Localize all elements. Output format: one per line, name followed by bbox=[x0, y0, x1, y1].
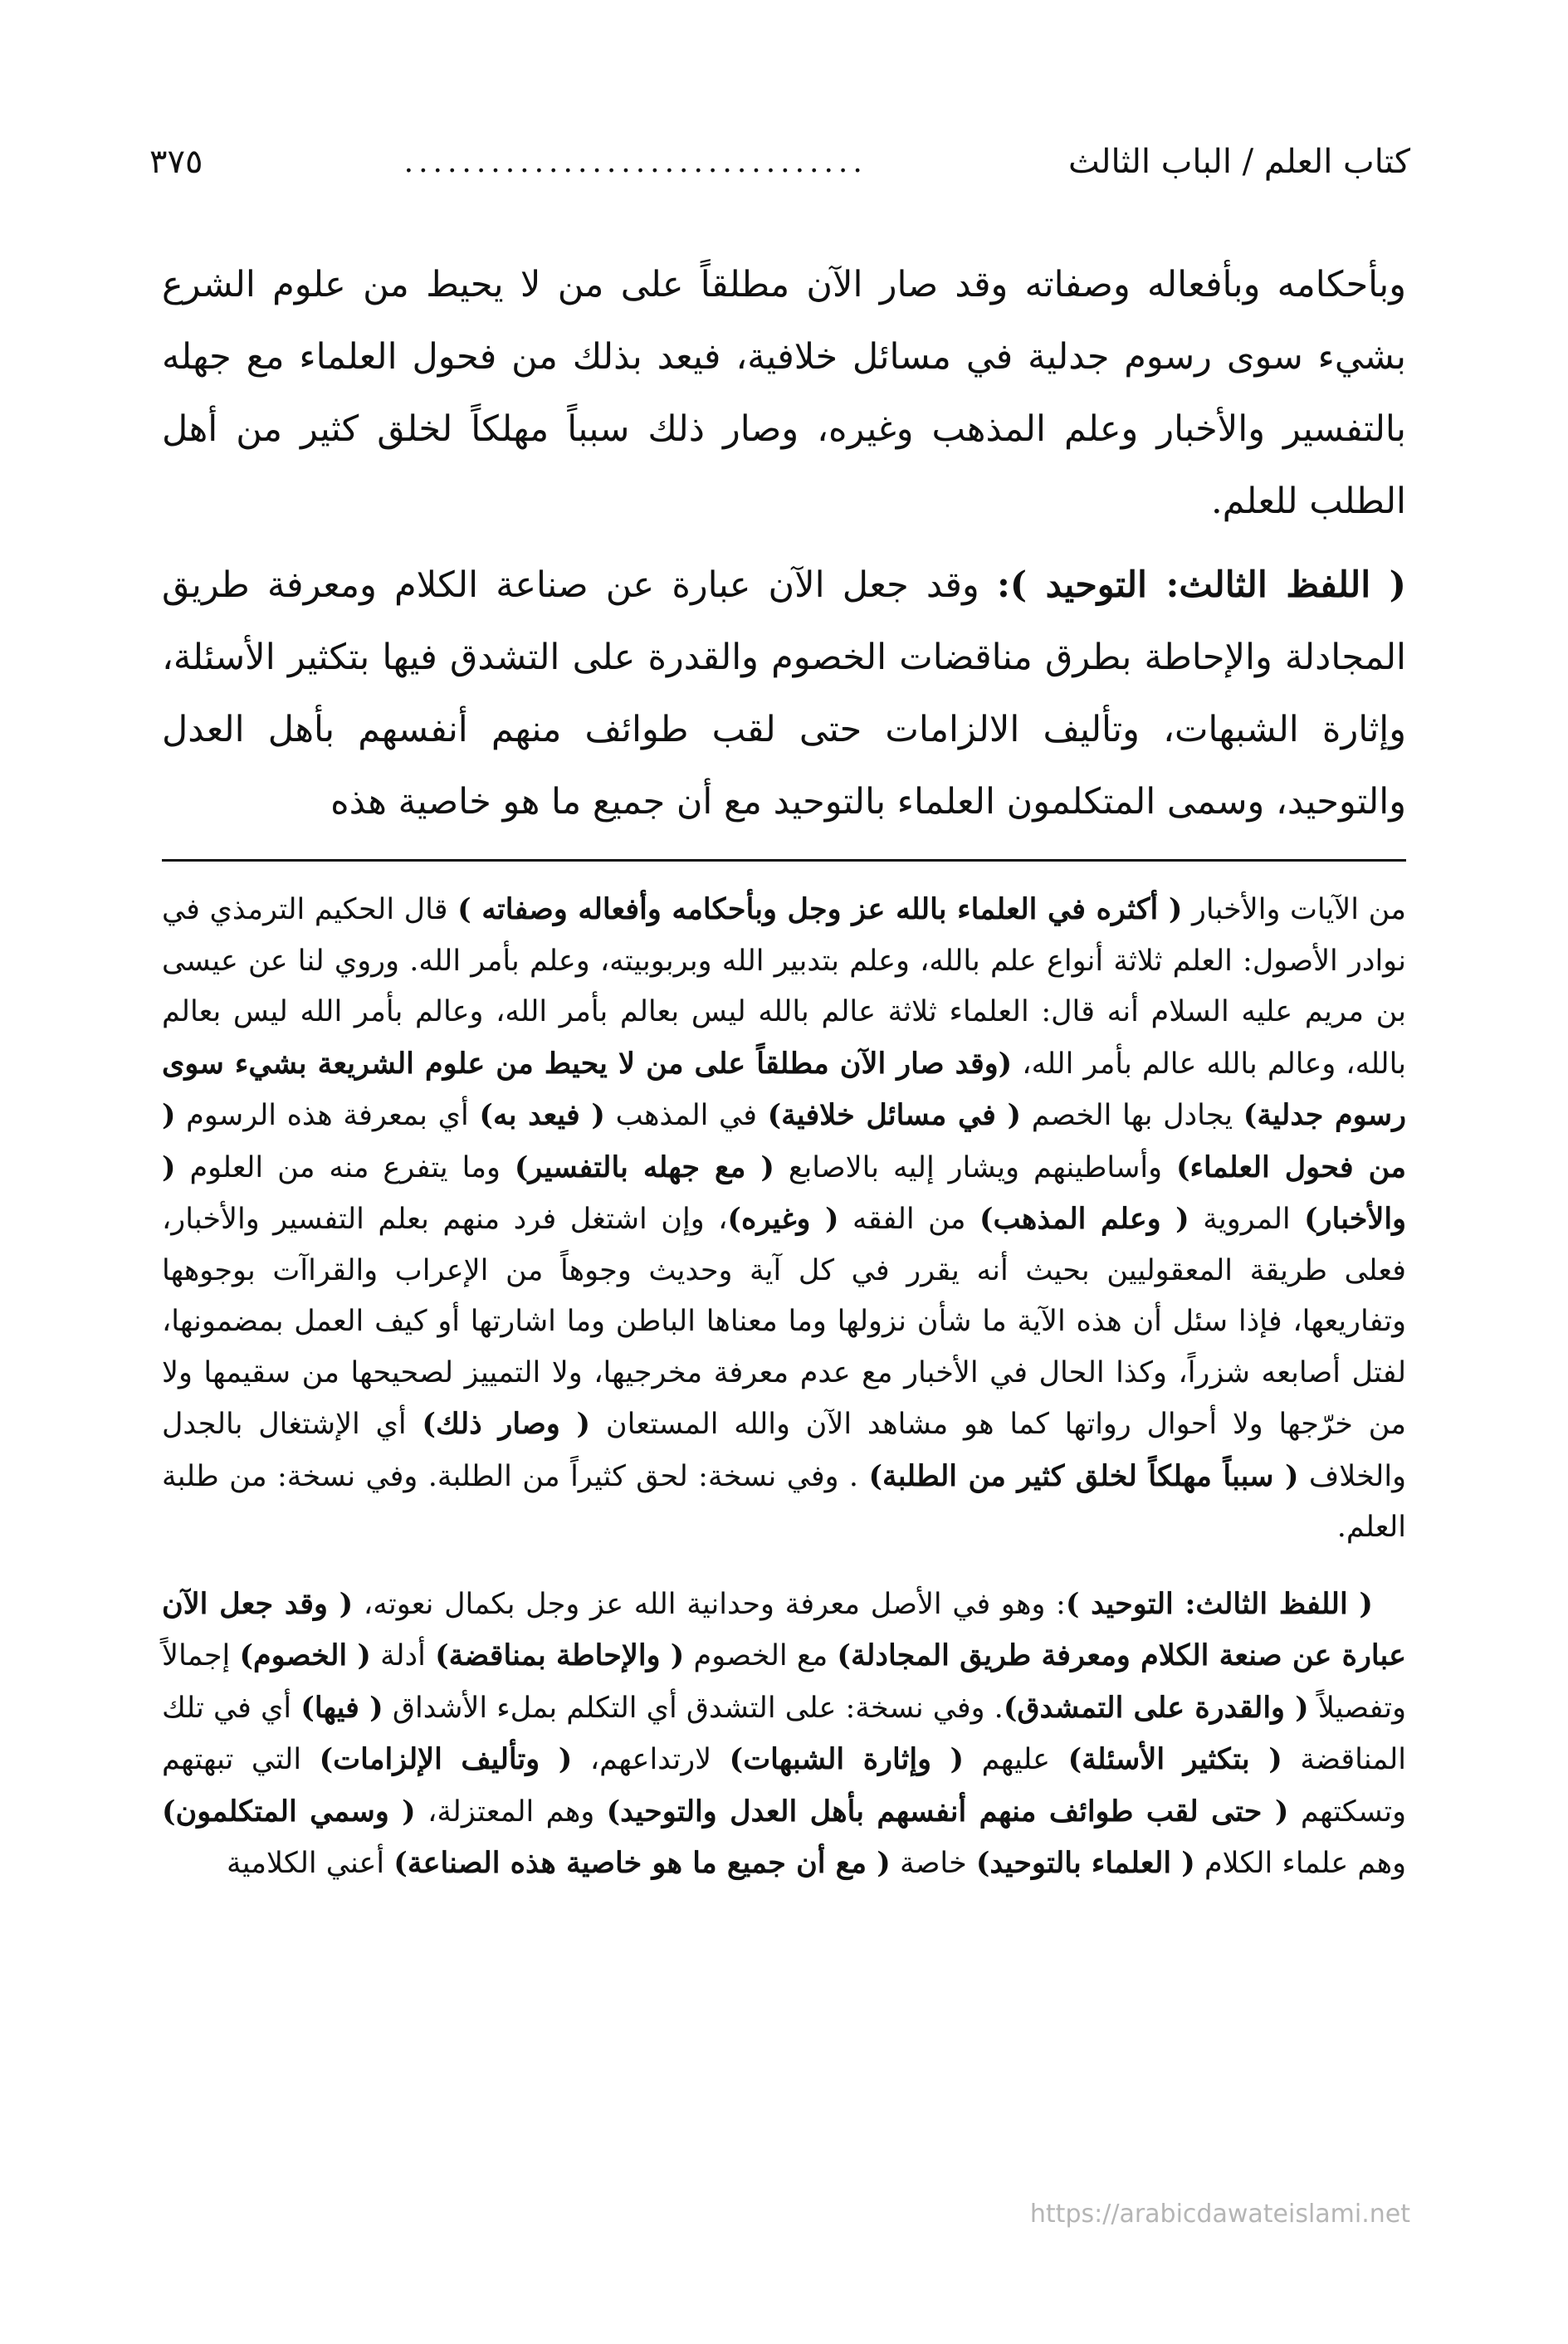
main-paragraph-2 bbox=[162, 549, 1406, 838]
commentary-text: خاصة bbox=[890, 1847, 976, 1880]
commentary-text: وما يتفرع منه من العلوم bbox=[175, 1150, 515, 1184]
quoted-matn: ( وصار ذلك) bbox=[422, 1407, 591, 1441]
quoted-matn: ( من فحول العلماء) bbox=[162, 1098, 1406, 1184]
quoted-matn: ( والأخبار) bbox=[162, 1150, 1407, 1236]
quoted-matn: ( فيعد به) bbox=[479, 1098, 605, 1132]
quoted-matn: ( وقد جعل الآن عبارة عن صنعة الكلام ومعرفة طريق المجادلة) bbox=[162, 1586, 1406, 1673]
quoted-matn: ( فيها) bbox=[300, 1690, 383, 1725]
commentary-text: أي في تلك المناقضة bbox=[162, 1691, 1407, 1776]
commentary-text: وهم علماء الكلام bbox=[1194, 1847, 1406, 1880]
commentary-paragraph-2 bbox=[162, 1579, 1406, 1890]
quoted-matn: ( وغيره) bbox=[727, 1202, 839, 1236]
running-title: كتاب العلم / الباب الثالث bbox=[1068, 143, 1410, 181]
commentary-text: أدلة bbox=[370, 1639, 436, 1673]
running-header bbox=[149, 137, 1410, 187]
quoted-matn: ( والقدرة على التمشدق) bbox=[1003, 1690, 1309, 1725]
commentary-text: في المذهب bbox=[604, 1099, 768, 1132]
quoted-matn: ( وتأليف الإلزامات) bbox=[319, 1742, 573, 1776]
commentary-text: عليهم bbox=[964, 1743, 1068, 1776]
watermark-url: https://arabicdawateislami.net bbox=[1029, 2200, 1410, 2229]
commentary-text: إجمالاً وتفصيلاً bbox=[162, 1639, 1407, 1725]
commentary-text: : وهو في الأصل معرفة وحدانية الله عز وجل بكمال نعوته، bbox=[353, 1587, 1066, 1621]
commentary-text: وهم المعتزلة، bbox=[415, 1795, 607, 1829]
commentary-text: المروية bbox=[1189, 1203, 1305, 1236]
commentary-text: يجادل بها الخصم bbox=[1021, 1099, 1243, 1132]
commentary-text: وأساطينهم ويشار إليه بالاصابع bbox=[774, 1150, 1176, 1184]
commentary-text: من الفقه bbox=[838, 1203, 979, 1236]
page-number: ٣٧٥ bbox=[149, 143, 203, 181]
commentary-text: ، وإن اشتغل فرد منهم بعلم التفسير والأخبار، فعلى طريقة المعقوليين بحيث أنه يقرر في كل آية وحديث وجوهاً من الإعراب والقراآت بوجوهها وتفاريعها، فإذا سئل أن هذه الآية ما شأن نزولها وما معناها الباطن وما اشارتها أو كيف العمل بمضمونها، لفتل أصابعه شزراً، وكذا الحال في الأخبار مع عدم معرفة مخرجيها، ولا التمييز لصحيحها من سقيمها ولا من خرّجها ولا أحوال رواتها كما هو مشاهد الآن والله المستعان bbox=[162, 1203, 1406, 1441]
commentary-text: من الآيات والأخبار bbox=[1182, 893, 1406, 926]
quoted-matn: ( وعلم المذهب) bbox=[979, 1202, 1189, 1236]
main-paragraph-1: وبأحكامه وبأفعاله وصفاته وقد صار الآن مطلقاً على من لا يحيط من علوم الشرع بشيء سوى رسوم جدلية في مسائل خلافية، فيعد بذلك من فحول العلماء مع جهله بالتفسير والأخبار وعلم المذهب وغيره، وصار ذلك سبباً مهلكاً لخلق كثير من أهل الطلب للعلم. bbox=[162, 264, 1406, 522]
quoted-matn: ( سبباً مهلكاً لخلق كثير من الطلبة) bbox=[868, 1458, 1299, 1493]
commentary-text: قال الحكيم الترمذي في نوادر الأصول: العلم ثلاثة أنواع علم بالله، وعلم بتدبير الله وبربوبيته، وعلم بأمر الله. وروي لنا عن عيسى بن مريم عليه السلام أنه قال: العلماء ثلاثة عالم بالله ليس بعالم بأمر الله، وعالم بأمر الله ليس بعالم بالله، وعالم بالله عالم بأمر الله، bbox=[162, 893, 1406, 1081]
quoted-matn: ( أكثره في العلماء بالله عز وجل وبأحكامه وأفعاله وصفاته ) bbox=[457, 892, 1183, 926]
commentary-text: أي الإشتغال بالجدل والخلاف bbox=[162, 1408, 1406, 1493]
quoted-matn: ( بتكثير الأسئلة) bbox=[1067, 1742, 1282, 1776]
quoted-matn: ( مع أن جميع ما هو خاصية هذه الصناعة) bbox=[393, 1846, 891, 1880]
section-heading-tawhid: ( اللفظ الثالث: التوحيد ): bbox=[996, 564, 1406, 606]
dot-leader: ................................ bbox=[403, 144, 867, 179]
quoted-matn: ( مع جهله بالتفسير) bbox=[514, 1150, 774, 1184]
main-text bbox=[162, 249, 1406, 838]
commentary-text: أعني الكلامية bbox=[226, 1847, 394, 1880]
commentary-text: لارتداعهم، bbox=[572, 1743, 730, 1776]
quoted-matn: (وقد صار الآن مطلقاً على من لا يحيط من علوم الشريعة بشيء سوى رسوم جدلية) bbox=[162, 1046, 1406, 1132]
quoted-matn: ( وسمي المتكلمون) bbox=[162, 1794, 416, 1829]
quoted-matn: ( والإحاطة بمناقضة) bbox=[435, 1638, 685, 1673]
quoted-matn: ( وإثارة الشبهات) bbox=[729, 1742, 965, 1776]
commentary bbox=[162, 884, 1406, 1890]
quoted-matn: ( اللفظ الثالث: التوحيد ) bbox=[1065, 1586, 1373, 1621]
quoted-matn: ( حتى لقب طوائف منهم أنفسهم بأهل العدل والتوحيد) bbox=[606, 1794, 1289, 1829]
commentary-text: مع الخصوم bbox=[684, 1639, 838, 1673]
commentary-text: التي تبهتهم وتسكتهم bbox=[162, 1743, 1407, 1829]
footnote-separator bbox=[162, 859, 1406, 862]
quoted-matn: ( الخصوم) bbox=[239, 1638, 371, 1673]
commentary-text: أي بمعرفة هذه الرسوم bbox=[175, 1099, 480, 1132]
quoted-matn: ( في مسائل خلافية) bbox=[767, 1098, 1022, 1132]
commentary-text: . وفي نسخة: على التشدق أي التكلم بملء الأشداق bbox=[383, 1691, 1004, 1725]
main-paragraph-2-body: وقد جعل الآن عبارة عن صناعة الكلام ومعرفة طريق المجادلة والإحاطة بطرق مناقضات الخصوم والقدرة على التشدق فيها بتكثير الأسئلة، وإثارة الشبهات، وتأليف الالزامات حتى لقب طوائف منهم أنفسهم بأهل العدل والتوحيد، وسمى المتكلمون العلماء بالتوحيد مع أن جميع ما هو خاصية هذه bbox=[162, 564, 1406, 823]
quoted-matn: ( العلماء بالتوحيد) bbox=[975, 1846, 1195, 1880]
commentary-text: . وفي نسخة: لحق كثيراً من الطلبة. وفي نسخة: من طلبة العلم. bbox=[162, 1459, 1406, 1544]
commentary-paragraph-1 bbox=[162, 884, 1406, 1554]
